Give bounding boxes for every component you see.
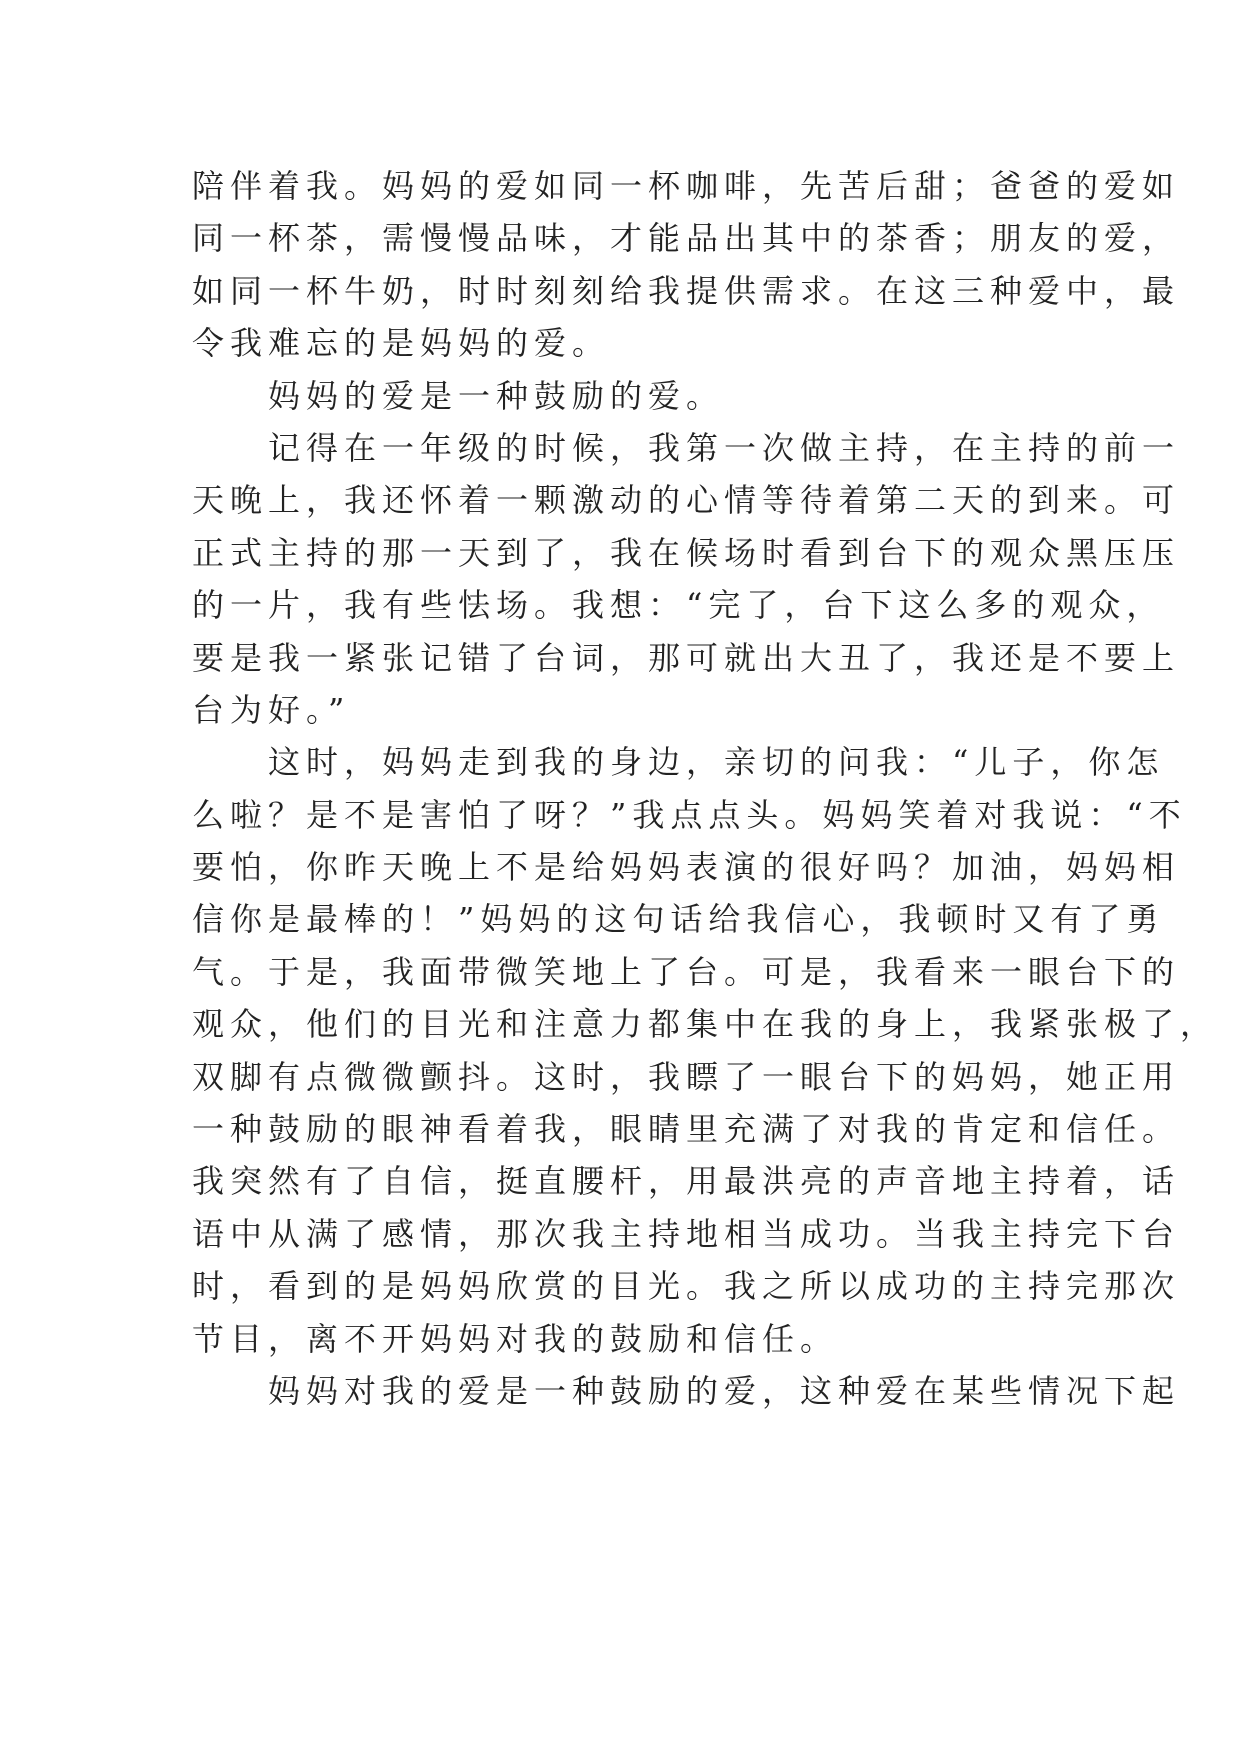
text-line-21: 语中从满了感情，那次我主持地相当成功。当我主持完下台 [192, 1214, 1181, 1253]
text-line-24: 妈妈对我的爱是一种鼓励的爱，这种爱在某些情况下起 [192, 1371, 1181, 1410]
text-line-20: 我突然有了自信，挺直腰杆，用最洪亮的声音地主持着，话 [192, 1162, 1181, 1201]
text-line-9: 的一片，我有些怯场。我想：“完了，台下这么多的观众， [192, 586, 1165, 625]
text-line-22: 时，看到的是妈妈欣赏的目光。我之所以成功的主持完那次 [192, 1267, 1181, 1306]
text-line-23: 节目，离不开妈妈对我的鼓励和信任。 [192, 1319, 839, 1358]
text-line-5: 妈妈的爱是一种鼓励的爱。 [192, 376, 725, 415]
text-line-1: 陪伴着我。妈妈的爱如同一杯咖啡，先苦后甜；爸爸的爱如 [192, 167, 1181, 205]
text-line-13: 么啦？是不是害怕了呀？”我点点头。妈妈笑着对我说：“不 [192, 795, 1187, 834]
text-line-19: 一种鼓励的眼神看着我，眼睛里充满了对我的肯定和信任。 [192, 1110, 1181, 1149]
text-line-4: 令我难忘的是妈妈的爱。 [192, 324, 611, 363]
text-line-15: 信你是最棒的！”妈妈的这句话给我信心，我顿时又有了勇 [192, 900, 1165, 939]
text-line-11: 台为好。” [192, 690, 351, 729]
text-line-17: 观众，他们的目光和注意力都集中在我的身上，我紧张极了， [192, 1005, 1219, 1044]
text-line-3: 如同一杯牛奶，时时刻刻给我提供需求。在这三种爱中，最 [192, 271, 1181, 310]
text-line-6: 记得在一年级的时候，我第一次做主持，在主持的前一 [192, 428, 1181, 467]
text-line-7: 天晚上，我还怀着一颗激动的心情等待着第二天的到来。可 [192, 481, 1181, 520]
text-line-8: 正式主持的那一天到了，我在候场时看到台下的观众黑压压 [192, 533, 1181, 572]
text-line-16: 气。于是，我面带微笑地上了台。可是，我看来一眼台下的 [192, 952, 1181, 991]
text-line-14: 要怕，你昨天晚上不是给妈妈表演的很好吗？加油，妈妈相 [192, 848, 1181, 887]
text-line-12: 这时，妈妈走到我的身边，亲切的问我：“儿子，你怎 [192, 743, 1165, 782]
text-line-18: 双脚有点微微颤抖。这时，我瞟了一眼台下的妈妈，她正用 [192, 1057, 1181, 1096]
text-line-2: 同一杯茶，需慢慢品味，才能品出其中的茶香；朋友的爱， [192, 219, 1181, 258]
essay-body [192, 160, 1219, 1417]
text-line-10: 要是我一紧张记错了台词，那可就出大丑了，我还是不要上 [192, 638, 1181, 677]
